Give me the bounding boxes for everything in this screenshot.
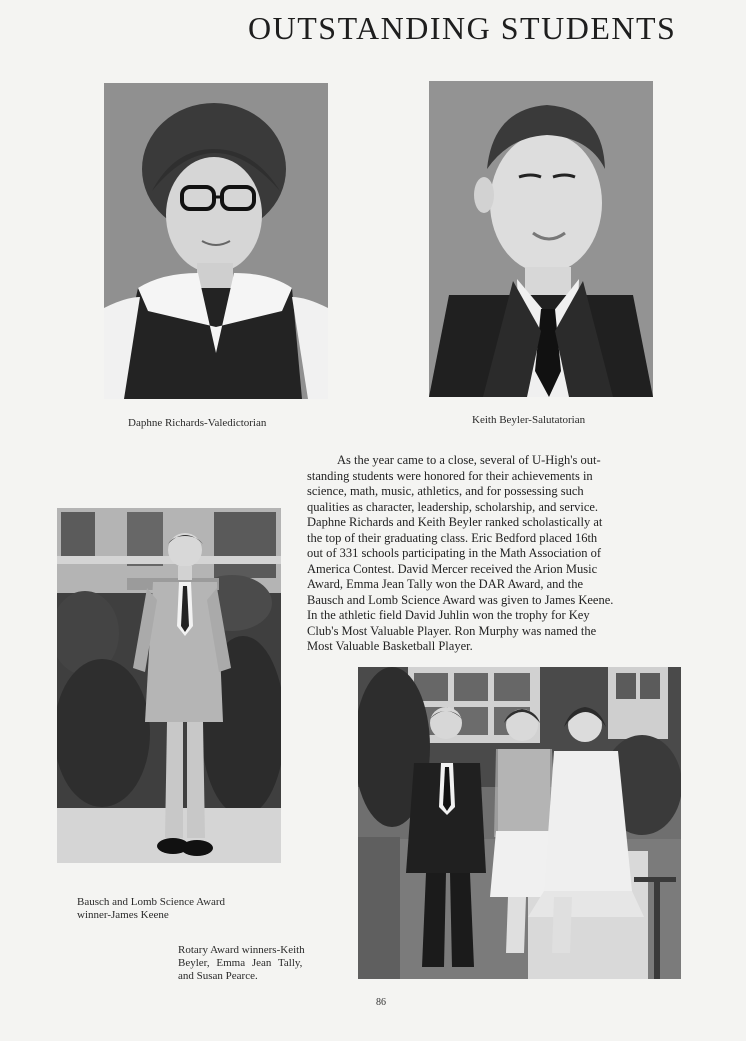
article-line: In the athletic field David Juhlin won the trophy for Key — [307, 608, 590, 622]
caption-line: and Susan Pearce. — [178, 970, 258, 982]
valedictorian-caption: Daphne Richards-Valedictorian — [128, 417, 267, 429]
article-line: the top of their graduating class. Eric Bedford placed 16th — [307, 530, 598, 545]
article-line: science, math, music, athletics, and for possessing such — [307, 484, 584, 498]
caption-line: winner-James Keene — [77, 909, 169, 921]
science-award-caption — [77, 896, 225, 922]
page-title: OUTSTANDING STUDENTS — [248, 10, 677, 46]
caption-line: Rotary Award winners-Keith — [178, 944, 305, 956]
science-award-photo — [57, 508, 281, 863]
article-line: Award, Emma Jean Tally won the DAR Award, and the — [307, 577, 584, 591]
article-line: Daphne Richards and Keith Beyler ranked scholastically at — [307, 515, 603, 529]
article-line: out of 331 schools participating in the Math Association of — [307, 546, 602, 560]
caption-line: Beyler, Emma Jean Tally, — [178, 957, 303, 969]
valedictorian-photo — [104, 83, 328, 399]
article-line: Most Valuable Basketball Player. — [307, 639, 473, 653]
article-body — [307, 453, 708, 655]
salutatorian-photo — [429, 81, 653, 397]
article-line: Bausch and Lomb Science Award was given to James Keene. — [307, 592, 614, 607]
article-line: qualities as character, leadership, scholarship, and service. — [307, 499, 599, 514]
article-line: standing students were honored for their achievements in — [307, 468, 593, 483]
caption-line: Bausch and Lomb Science Award — [77, 896, 226, 908]
salutatorian-caption: Keith Beyler-Salutatorian — [472, 414, 586, 426]
page-number: 86 — [376, 997, 386, 1008]
article-line: America Contest. David Mercer received the Arion Music — [307, 561, 598, 576]
rotary-award-photo — [358, 667, 681, 979]
article-line: As the year came to a close, several of U-High's out- — [337, 453, 601, 467]
rotary-award-caption — [178, 944, 305, 983]
article-line: Club's Most Valuable Player. Ron Murphy was named the — [307, 623, 597, 638]
